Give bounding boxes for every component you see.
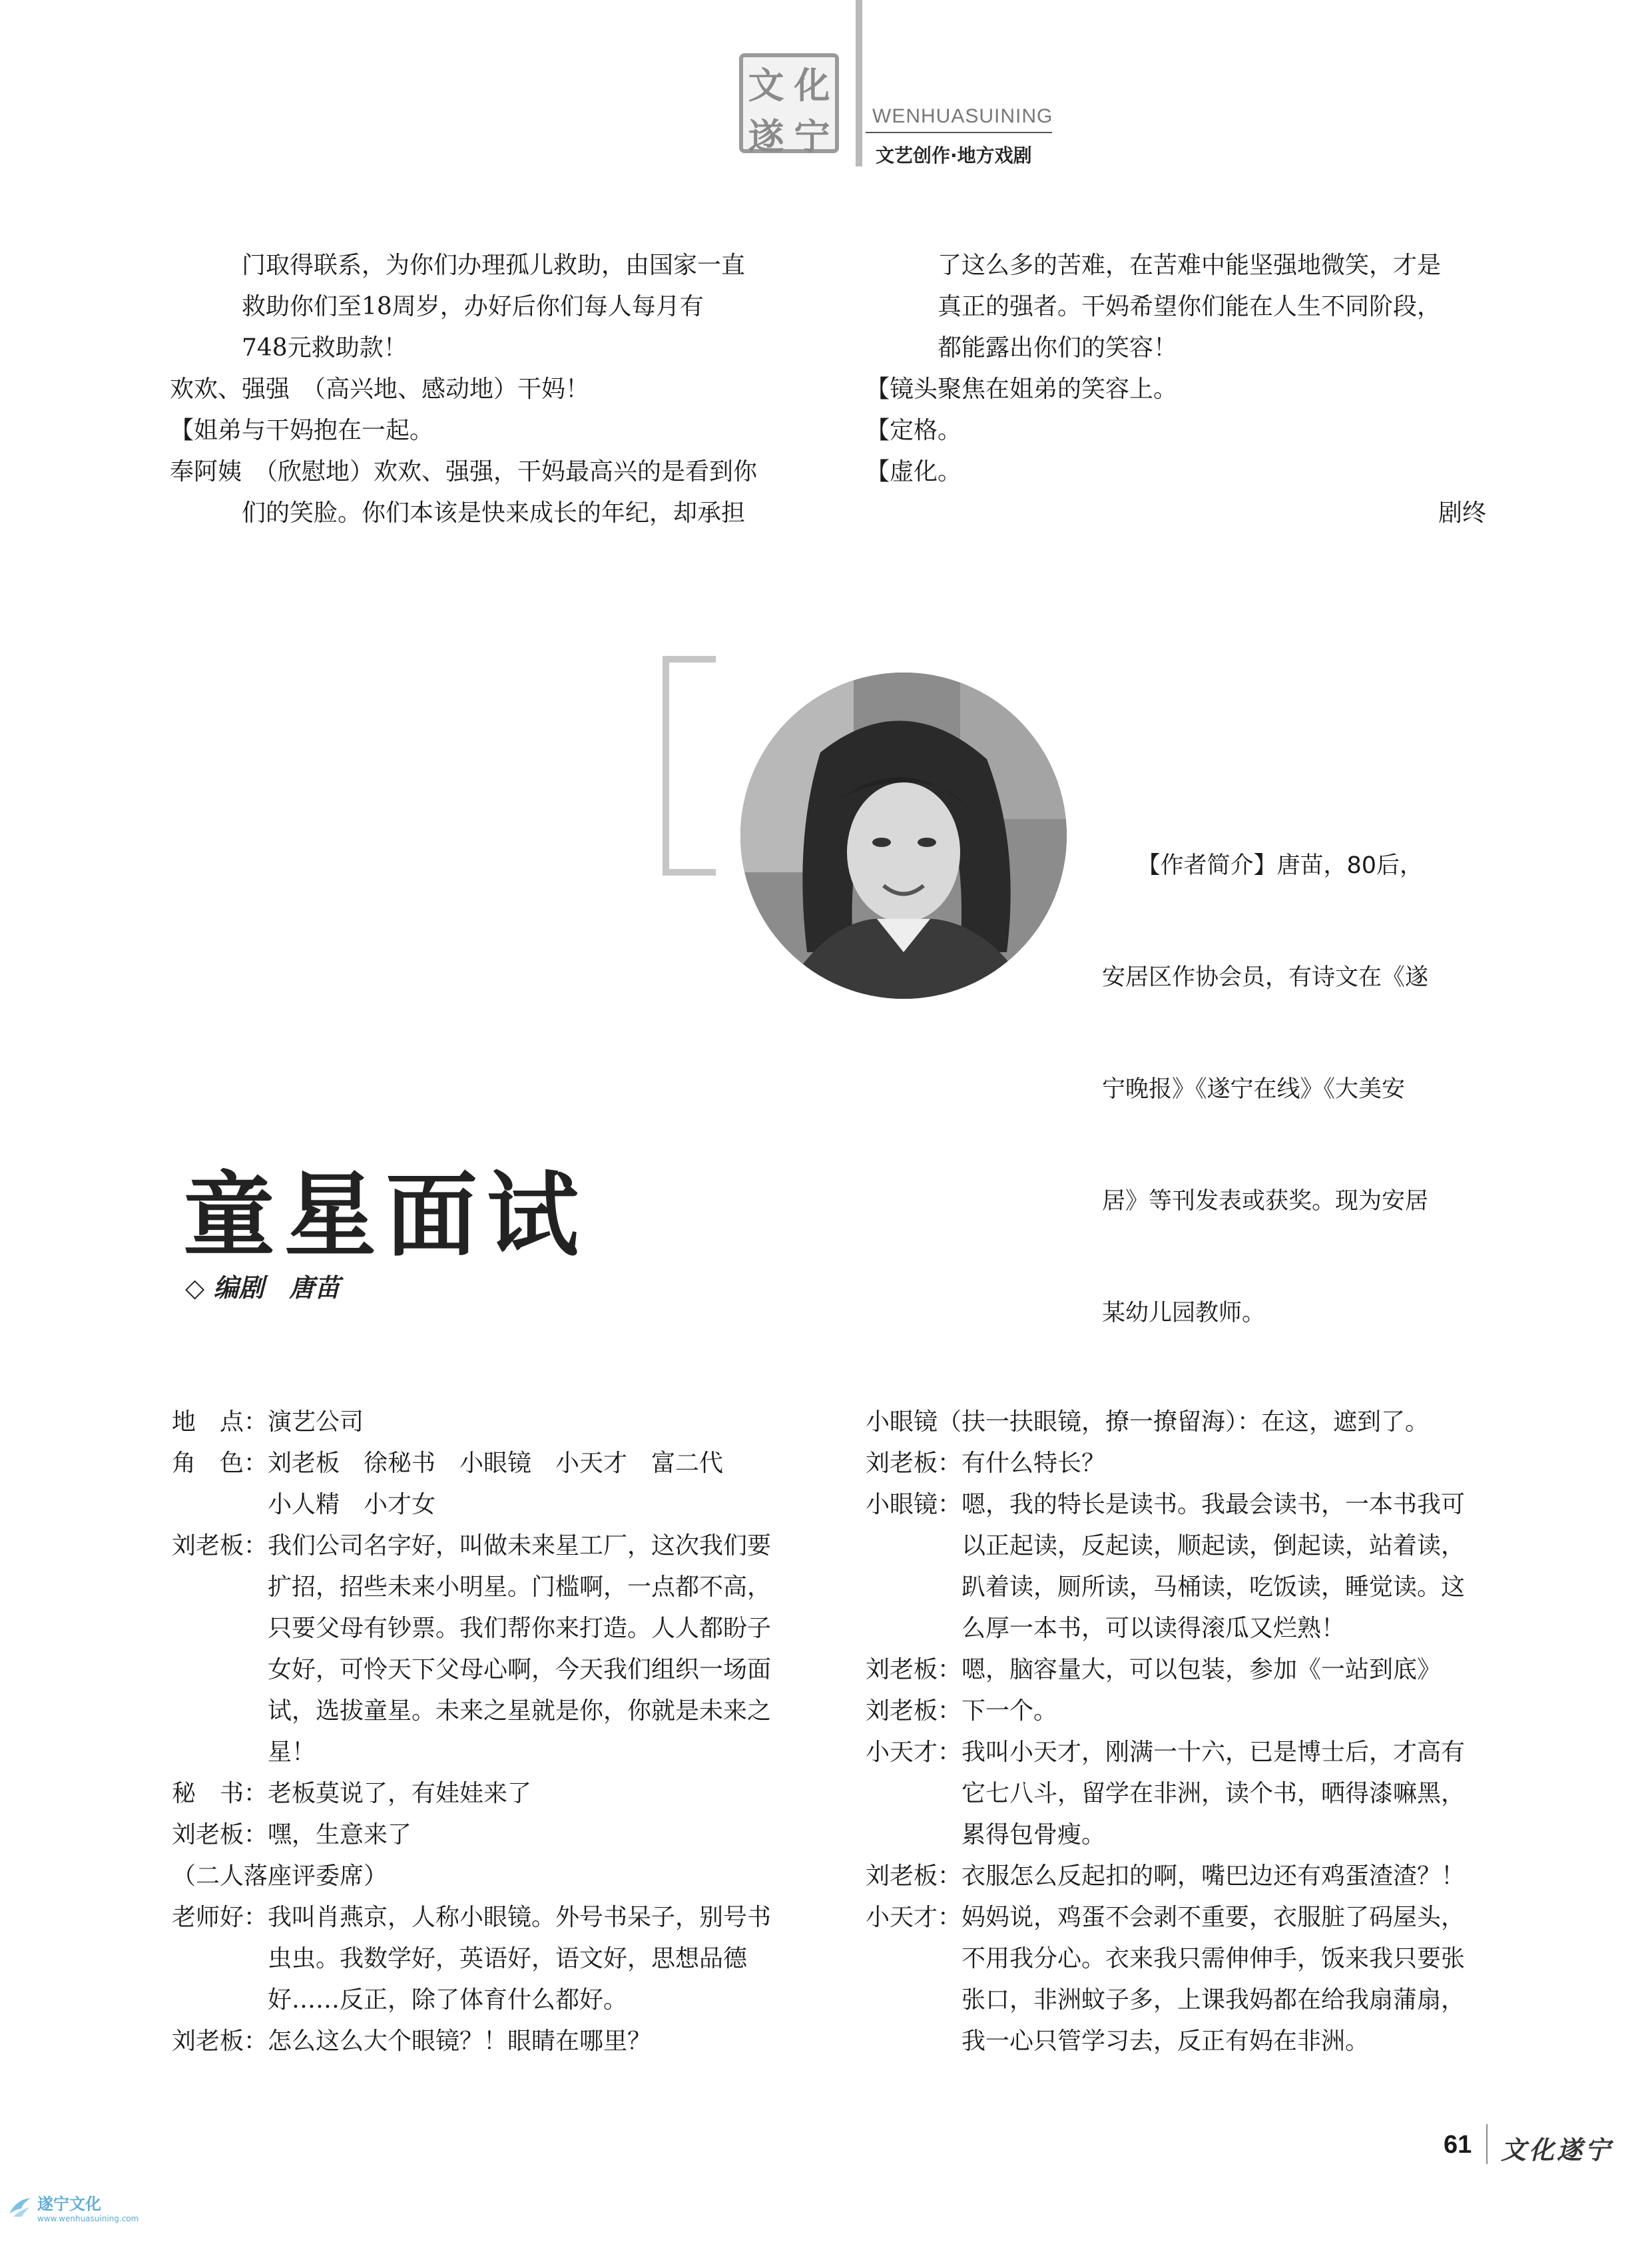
text-line: 刘老板：下一个。 [866,1697,1058,1725]
text-line: 女好，可怜天下父母心啊，今天我们组织一场面 [172,1656,772,1683]
text-line: 小天才：我叫小天才，刚满一十六，已是博士后，才高有 [866,1739,1466,1766]
text-line: 真正的强者。干妈希望你们能在人生不同阶段， [866,293,1442,320]
text-line: 【定格。 [866,417,962,444]
text-line: 累得包骨瘦。 [866,1821,1106,1848]
text-line: 么厚一本书，可以读得滚瓜又烂熟！ [866,1615,1346,1642]
text-line: 们的笑脸。你们本该是快来成长的年纪，却承担 [170,499,746,527]
text-line: 刘老板：有什么特长？ [866,1450,1106,1477]
play-title: 童星面试 [183,1162,589,1269]
bio-line: 【作者简介】唐苗，80后， [1102,852,1424,879]
text-line: 门取得联系，为你们办理孤儿救助，由国家一直 [170,252,746,279]
text-line: 试，选拔童星。未来之星就是你，你就是未来之 [172,1697,772,1725]
header-english-title: WENHUASUINING [872,105,1053,127]
prev-play-left-column [170,245,757,534]
text-line: 地 点：演艺公司 [172,1408,364,1436]
author-bio [1102,772,1502,1369]
text-line: 【镜头聚焦在姐弟的笑容上。 [866,376,1178,403]
text-line: 刘老板：嘿，生意来了 [172,1821,412,1848]
text-line: （二人落座评委席） [172,1862,388,1890]
text-line: 刘老板：怎么这么大个眼镜？！眼睛在哪里？ [172,2028,652,2055]
play-byline: ◇ 编剧 唐苗 [185,1272,340,1302]
bio-line: 宁晚报》《遂宁在线》《大美安 [1102,1076,1406,1103]
text-line: 欢欢、强强 （高兴地、感动地）干妈！ [170,376,590,403]
text-line: 刘老板：嗯，脑容量大，可以包装，参加《一站到底》 [866,1656,1442,1683]
text-line: 张口，非洲蚊子多，上课我妈都在给我扇蒲扇， [866,1986,1466,2014]
bio-line: 居》等刊发表或获奖。现为安居 [1102,1188,1429,1215]
wing-logo-icon [7,2194,33,2221]
bio-line: 某幼儿园教师。 [1102,1300,1266,1326]
text-line: 好……反正，除了体育什么都好。 [172,1986,628,2014]
bio-line: 安居区作协会员，有诗文在《遂 [1102,964,1429,991]
text-line: 趴着读，厕所读，马桶读，吃饭读，睡觉读。这 [866,1573,1466,1601]
text-line: 不用我分心。衣来我只需伸伸手，饭来我只要张 [866,1945,1466,1972]
text-line: 小眼镜：嗯，我的特长是读书。我最会读书，一本书我可 [866,1491,1466,1518]
text-line: 都能露出你们的笑容！ [866,334,1178,362]
play-right-column [866,1402,1465,2062]
prev-play-right-column [866,245,1441,493]
text-line: 秘 书：老板莫说了，有娃娃来了 [172,1780,532,1807]
author-portrait [740,673,1067,999]
footer-magazine-name: 文化遂宁 [1501,2135,1613,2165]
text-line: 星！ [172,1739,316,1766]
watermark-url: www.wenhuasuining.com [37,2214,139,2223]
text-line: 虫虫。我数学好，英语好，语文好，思想品德 [172,1945,748,1972]
text-line: 奉阿姨 （欣慰地）欢欢、强强，干妈最高兴的是看到你 [170,458,758,485]
text-line: 刘老板：衣服怎么反起扣的啊，嘴巴边还有鸡蛋渣渣？！ [866,1862,1466,1890]
text-line: 748元救助款！ [170,334,408,362]
header-category: 文艺创作·地方戏剧 [876,144,1032,166]
text-line: 以正起读，反起读，顺起读，倒起读，站着读， [866,1532,1466,1559]
watermark-text: 遂宁文化 [37,2195,101,2213]
text-line: 它七八斗，留学在非洲，读个书，晒得漆嘛黑， [866,1780,1466,1807]
text-line: 小人精 小才女 [172,1491,436,1518]
page-number: 61 [1444,2131,1472,2159]
text-line: 了这么多的苦难，在苦难中能坚强地微笑，才是 [866,252,1442,279]
text-line: 角 色：刘老板 徐秘书 小眼镜 小天才 富二代 [172,1450,724,1477]
footer-divider [1486,2124,1488,2164]
text-line: 救助你们至18周岁，办好后你们每人每月有 [170,293,704,320]
text-line: 【虚化。 [866,458,962,485]
text-line: 只要父母有钞票。我们帮你来打造。人人都盼子 [172,1615,772,1642]
author-portrait-image [740,673,1067,999]
text-line: 小眼镜（扶一扶眼镜，撩一撩留海）：在这，遮到了。 [866,1408,1430,1436]
text-line: 【姐弟与干妈抱在一起。 [170,417,434,444]
magazine-seal-logo: 文 化 遂 宁 [739,53,839,153]
text-line: 刘老板：我们公司名字好，叫做未来星工厂，这次我们要 [172,1532,772,1559]
play-left-column [172,1402,771,2062]
text-line: 扩招，招些未来小明星。门槛啊，一点都不高， [172,1573,772,1601]
text-line: 小天才：妈妈说，鸡蛋不会剥不重要，衣服脏了码屋头， [866,1904,1466,1931]
play-end-mark: 剧终 [1438,499,1487,527]
text-line: 我一心只管学习去，反正有妈在非洲。 [866,2028,1370,2055]
watermark [7,2191,138,2223]
header-rule [866,132,1052,133]
header-divider [856,0,862,166]
decorative-bracket [663,656,716,876]
text-line: 老师好：我叫肖燕京，人称小眼镜。外号书呆子，别号书 [172,1904,772,1931]
